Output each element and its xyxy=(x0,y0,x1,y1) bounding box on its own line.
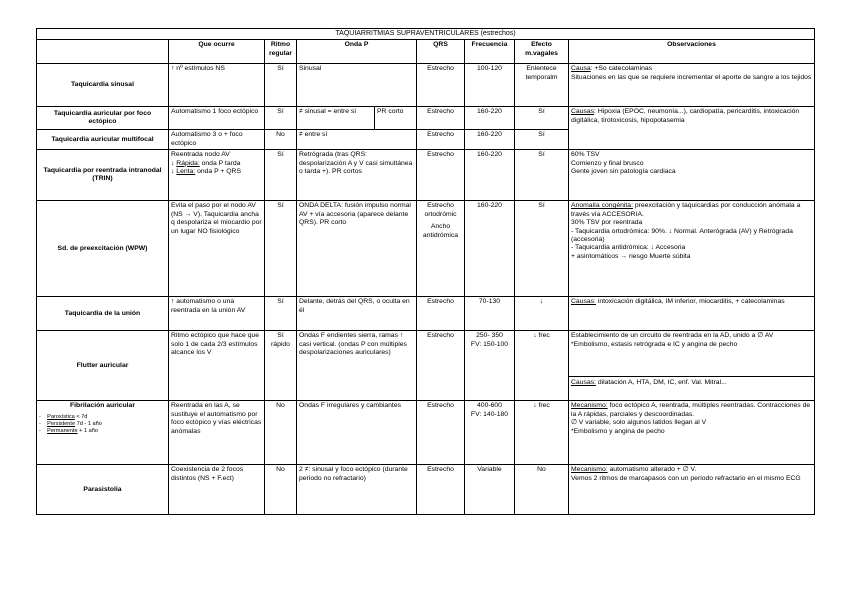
row-name: Flutter auricular xyxy=(37,331,169,401)
cell-efecto: Sí xyxy=(515,201,569,297)
cell-qrs xyxy=(417,201,465,297)
cell-onda: ≠ sinusal = entre sí xyxy=(297,107,375,130)
cell-onda: 2 ≠: sinusal y foco ectópico (durante periodo no refractario) xyxy=(297,465,417,515)
cell-frec: 70-130 xyxy=(465,297,515,331)
cell-obs xyxy=(569,401,815,465)
cell-efecto: ↓ frec xyxy=(515,401,569,465)
cell-que: ↑ automatismo o una reentrada en la unión AV xyxy=(169,297,265,331)
obs-label: Causas xyxy=(571,108,595,116)
obs-line: Comienzo y final brusco xyxy=(571,159,644,167)
que-text: onda P + QRS xyxy=(195,168,241,176)
obs-label: Mecanismo: xyxy=(571,402,608,410)
qrs-line: Ancho antidrómica xyxy=(422,223,459,239)
obs-line: *Embolismo y angina de pecho xyxy=(571,427,665,435)
subtype-text: < 7d xyxy=(74,413,88,420)
row-title: Fibrilación auricular xyxy=(70,402,135,410)
cell-que: Evita el paso por el nodo AV (NS → V). Taquicardia ancha q despolariza el miocardio por un lugar NO fisiológico xyxy=(169,201,265,297)
table-row xyxy=(37,331,815,401)
table-row xyxy=(37,297,815,331)
obs-label: Causa xyxy=(571,65,591,73)
cell-que: Automatismo 1 foco ectópico xyxy=(169,107,265,130)
header-efecto: Efecto m.vagales xyxy=(515,40,569,64)
cell-qrs: Estrecho xyxy=(417,331,465,401)
cell-onda: Retrógrada (tras QRS: despolarización A y V casi simultánea o tarda +). PR cortos xyxy=(297,150,417,201)
row-name: Taquicardia por reentrada intranodal (TRIN) xyxy=(37,150,169,201)
cell-ritmo: Sí xyxy=(265,107,297,130)
cell-frec: Variable xyxy=(465,465,515,515)
table-row xyxy=(37,107,815,130)
cell-qrs: Estrecho xyxy=(417,107,465,130)
fa-subtypes: - Paroxística < 7d - Persistente 7d - 1 año - Permanente + 1 año xyxy=(39,413,102,435)
obs-label: Mecanismo: xyxy=(571,466,608,474)
cell-obs xyxy=(569,64,815,107)
cell-efecto: ↓ xyxy=(515,297,569,331)
obs-label: Causas: xyxy=(571,379,596,387)
obs-label: Causas: xyxy=(571,298,596,306)
header-qrs: QRS xyxy=(417,40,465,64)
cell-efecto: Sí xyxy=(515,150,569,201)
header-row xyxy=(37,40,815,64)
cell-obs xyxy=(569,331,815,401)
cell-onda: Ondas F irregulares y cambiantes xyxy=(297,401,417,465)
cell-onda: Delante, detrás del QRS, o oculta en él xyxy=(297,297,417,331)
cell-onda: ≠ entre sí xyxy=(297,130,417,150)
table-row xyxy=(37,401,815,465)
cell-qrs: Estrecho xyxy=(417,465,465,515)
cell-obs xyxy=(569,297,815,331)
obs-text: intoxicación digitálica, IM inferior, miocarditis, + catecolaminas xyxy=(595,298,785,306)
cell-efecto: ↓ frec xyxy=(515,331,569,401)
cell-ritmo: Sí xyxy=(265,150,297,201)
cell-que xyxy=(169,150,265,201)
que-label: Rápida: xyxy=(176,159,200,167)
obs-text: : Hipoxia (EPOC, neumonía...), cardiopatía, pericarditis, intoxicación digitálica, tirotoxicosis, hipopotasemia xyxy=(571,108,800,124)
header-frec: Frecuencia xyxy=(465,40,515,64)
row-name: Parasistolia xyxy=(37,465,169,515)
que-text: onda P tarda xyxy=(199,159,241,167)
que-line: Reentrada nodo AV xyxy=(171,151,230,159)
table-title: TAQUIARRITMIAS SUPRAVENTRICULARES (estrechos) xyxy=(37,29,815,40)
header-name xyxy=(37,40,169,64)
down-arrow: ↓ xyxy=(171,168,177,176)
row-name: Taquicardia de la unión xyxy=(37,297,169,331)
obs-text: dilatación A, HTA, DM, IC, enf. Val. Mitral... xyxy=(595,379,727,387)
cell-que: ↑ nº estímulos NS xyxy=(169,64,265,107)
subtype-label: Permanente xyxy=(47,428,78,435)
arrhythmia-table xyxy=(36,28,815,515)
cell-obs xyxy=(569,201,815,297)
row-name: Taquicardia auricular multifocal xyxy=(37,130,169,150)
cell-que: Reentrada en las A, se sustituye el automatismo por foco ectópico y vías eléctricas anómalas xyxy=(169,401,265,465)
cell-que: Automatismo 3 o + foco ectópico xyxy=(169,130,265,150)
obs-line: ∅ V variable, solo algunos latidos llegan al V xyxy=(571,419,707,427)
header-ritmo: Ritmo regular xyxy=(265,40,297,64)
frec-line: FV: 150-100 xyxy=(470,340,509,348)
table-row xyxy=(37,64,815,107)
row-name xyxy=(37,401,169,465)
cell-frec xyxy=(465,401,515,465)
obs-label: Anomalía congénita: xyxy=(571,202,633,210)
cell-qrs: Estrecho xyxy=(417,297,465,331)
cell-obs xyxy=(569,465,815,515)
obs-line: Gente joven sin patología cardiaca xyxy=(571,168,676,176)
qrs-line: Estrecho ortodrómic xyxy=(424,202,457,218)
cell-que: Coexistencia de 2 focos distintos (NS + F.ect) xyxy=(169,465,265,515)
cell-obs xyxy=(569,107,815,150)
table-row xyxy=(37,201,815,297)
cell-qrs: Estrecho xyxy=(417,130,465,150)
cell-obs xyxy=(569,150,815,201)
cell-onda: Sinusal xyxy=(297,64,417,107)
cell-qrs: Estrecho xyxy=(417,150,465,201)
cell-ritmo: No xyxy=(265,401,297,465)
row-name: Taquicardia sinusal xyxy=(37,64,169,107)
cell-onda: Ondas F endientes sierra, ramas ↑ casi vertical. (ondas P con múltiples despolarizaciones auriculares) xyxy=(297,331,417,401)
subtype-label: Paroxística xyxy=(47,413,75,420)
down-arrow: ↓ xyxy=(171,159,177,167)
frec-line: FV: 140-180 xyxy=(470,410,509,418)
subtype-text: + 1 año xyxy=(77,428,98,435)
cell-frec: 160-220 xyxy=(465,130,515,150)
obs-line: Vemos 2 ritmos de marcapasos con un periodo refractario en el mismo ECG xyxy=(571,474,801,482)
document-page xyxy=(36,28,814,515)
que-label: Lenta: xyxy=(176,168,196,176)
cell-que: Ritmo ectópico que hace que solo 1 de cada 2/3 estímulos alcance los V xyxy=(169,331,265,401)
row-name: Sd. de preexcitación (WPW) xyxy=(37,201,169,297)
obs-line: *Embolismo, estasis retrógrada e IC y angina de pecho xyxy=(571,340,738,348)
cell-efecto: Enlentece temporalm xyxy=(515,64,569,107)
cell-frec xyxy=(465,331,515,401)
frec-line: 250- 350 xyxy=(476,332,503,340)
obs-line: 60% TSV xyxy=(571,151,600,159)
cell-ritmo: Sí xyxy=(265,64,297,107)
cell-efecto: Sí xyxy=(515,130,569,150)
obs-line: - Taquicardia antidrómica: ↓ Accesoria xyxy=(571,244,686,252)
cell-efecto: Sí xyxy=(515,107,569,130)
obs-line: Establecimiento de un circuito de reentrada en la AD, unido a ∅ AV xyxy=(571,332,774,340)
header-onda: Onda P xyxy=(297,40,417,64)
cell-efecto: No xyxy=(515,465,569,515)
obs-line: + asintomáticos → riesgo Muerte súbita xyxy=(571,252,691,260)
obs-line: Situaciones en las que se requiere incrementar el aporte de sangre a los tejidos xyxy=(571,73,812,81)
cell-onda-pr: PR corto xyxy=(375,107,417,130)
frec-line: 400-600 xyxy=(477,402,502,410)
obs-text: automatismo alterado + ∅ V. xyxy=(607,466,697,474)
cell-frec: 100-120 xyxy=(465,64,515,107)
obs-text: preexcitación y taquicardias por conducción anómala a través vía ACCESORIA. xyxy=(571,202,801,218)
cell-frec: 160-220 xyxy=(465,107,515,130)
cell-ritmo: Sí xyxy=(265,201,297,297)
table-row xyxy=(37,150,815,201)
cell-ritmo: No xyxy=(265,130,297,150)
subtype-text: 7d - 1 año xyxy=(75,421,102,428)
cell-qrs: Estrecho xyxy=(417,401,465,465)
cell-qrs: Estrecho xyxy=(417,64,465,107)
subtype-label: Persistente xyxy=(47,421,76,428)
obs-text: : +So catecolaminas xyxy=(590,65,653,73)
table-row xyxy=(37,465,815,515)
obs-line: - Taquicardia ortodrómica: 90%. ↓ Normal. Anterógrada (AV) y Retrógrada (accesoria) xyxy=(571,227,793,244)
obs-line: 30% TSV por reentrada xyxy=(571,219,643,227)
cell-frec: 160-220 xyxy=(465,201,515,297)
header-obs: Observaciones xyxy=(569,40,815,64)
header-que: Que ocurre xyxy=(169,40,265,64)
obs-text: foco ectópico A, reentrada, múltiples reentradas. Contracciones de la A rápidas, parciales y descoordinadas. xyxy=(571,402,811,418)
cell-ritmo: No xyxy=(265,465,297,515)
cell-ritmo: Sí xyxy=(265,297,297,331)
row-name: Taquicardia auricular por foco ectópico xyxy=(37,107,169,130)
cell-frec: 160-220 xyxy=(465,150,515,201)
cell-ritmo: Sí rápido xyxy=(265,331,297,401)
cell-onda: ONDA DELTA: fusión impulso normal AV + vía accesoria (aparece delante QRS). PR corto xyxy=(297,201,417,297)
